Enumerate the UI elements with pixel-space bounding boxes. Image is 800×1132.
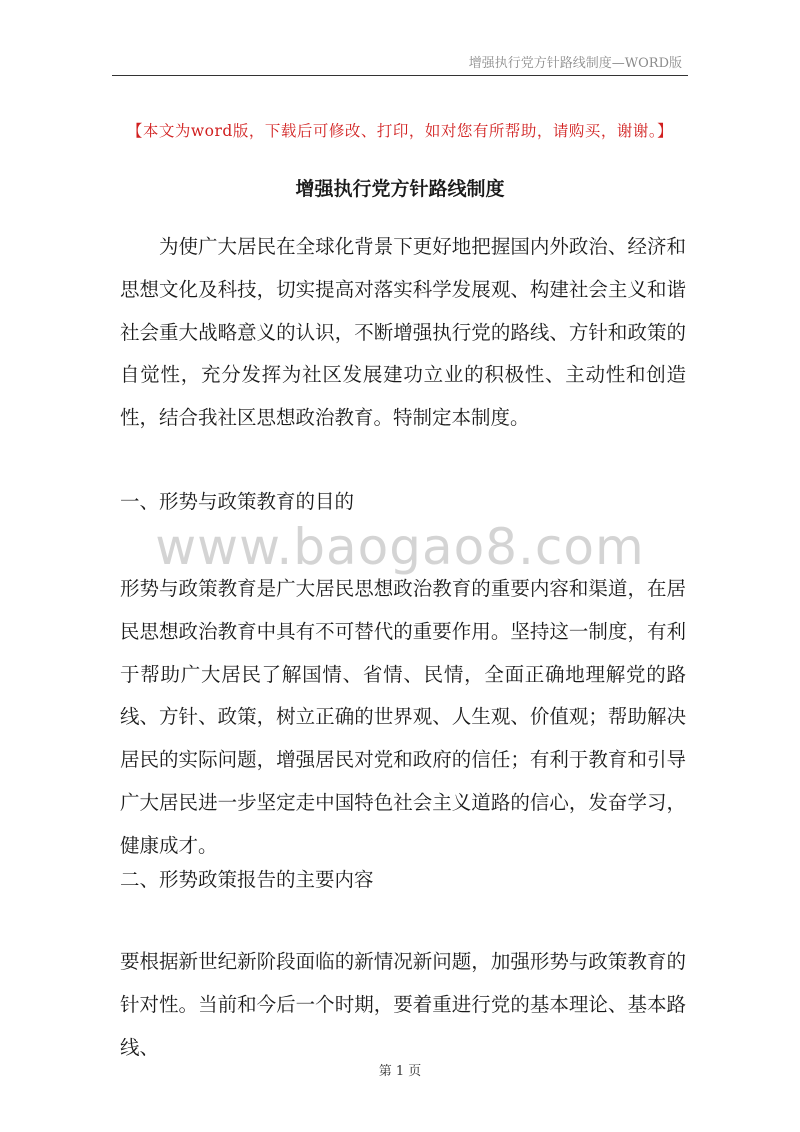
- running-header: 增强执行党方针路线制度—WORD版: [468, 56, 682, 71]
- section-1-heading: 一、形势与政策教育的目的: [120, 490, 355, 513]
- page-number: 第 1 页: [378, 1064, 422, 1079]
- section-2-body: 要根据新世纪新阶段面临的新情况新问题，加强形势与政策教育的针对性。当前和今后一个时期，要着重进行党的基本理论、基本路线、: [120, 950, 686, 1059]
- site-watermark: www.baogao8.com: [155, 518, 645, 576]
- intro-paragraph: 为使广大居民在全球化背景下更好地把握国内外政治、经济和思想文化及科技，切实提高对落实科学发展观、构建社会主义和谐社会重大战略意义的认识，不断增强执行党的路线、方针和政策的自觉性，充分发挥为社区发展建功立业的积极性、主动性和创造性，结合我社区思想政治教育。特制定本制度。: [120, 235, 686, 430]
- document-title: 增强执行党方针路线制度: [295, 178, 505, 200]
- section-2-heading: 二、形势政策报告的主要内容: [120, 868, 374, 891]
- section-1-body: 形势与政策教育是广大居民思想政治教育的重要内容和渠道，在居民思想政治教育中具有不可替代的重要作用。坚持这一制度，有利于帮助广大居民了解国情、省情、民情，全面正确地理解党的路线、方针、政策，树立正确的世界观、人生观、价值观；帮助解决居民的实际问题，增强居民对党和政府的信任；有利于教育和引导广大居民进一步坚定走中国特色社会主义道路的信心，发奋学习，健康成才。: [120, 577, 686, 857]
- header-divider: [112, 75, 688, 76]
- download-notice: 【本文为word版，下载后可修改、打印，如对您有所帮助，请购买，谢谢。】: [126, 122, 674, 140]
